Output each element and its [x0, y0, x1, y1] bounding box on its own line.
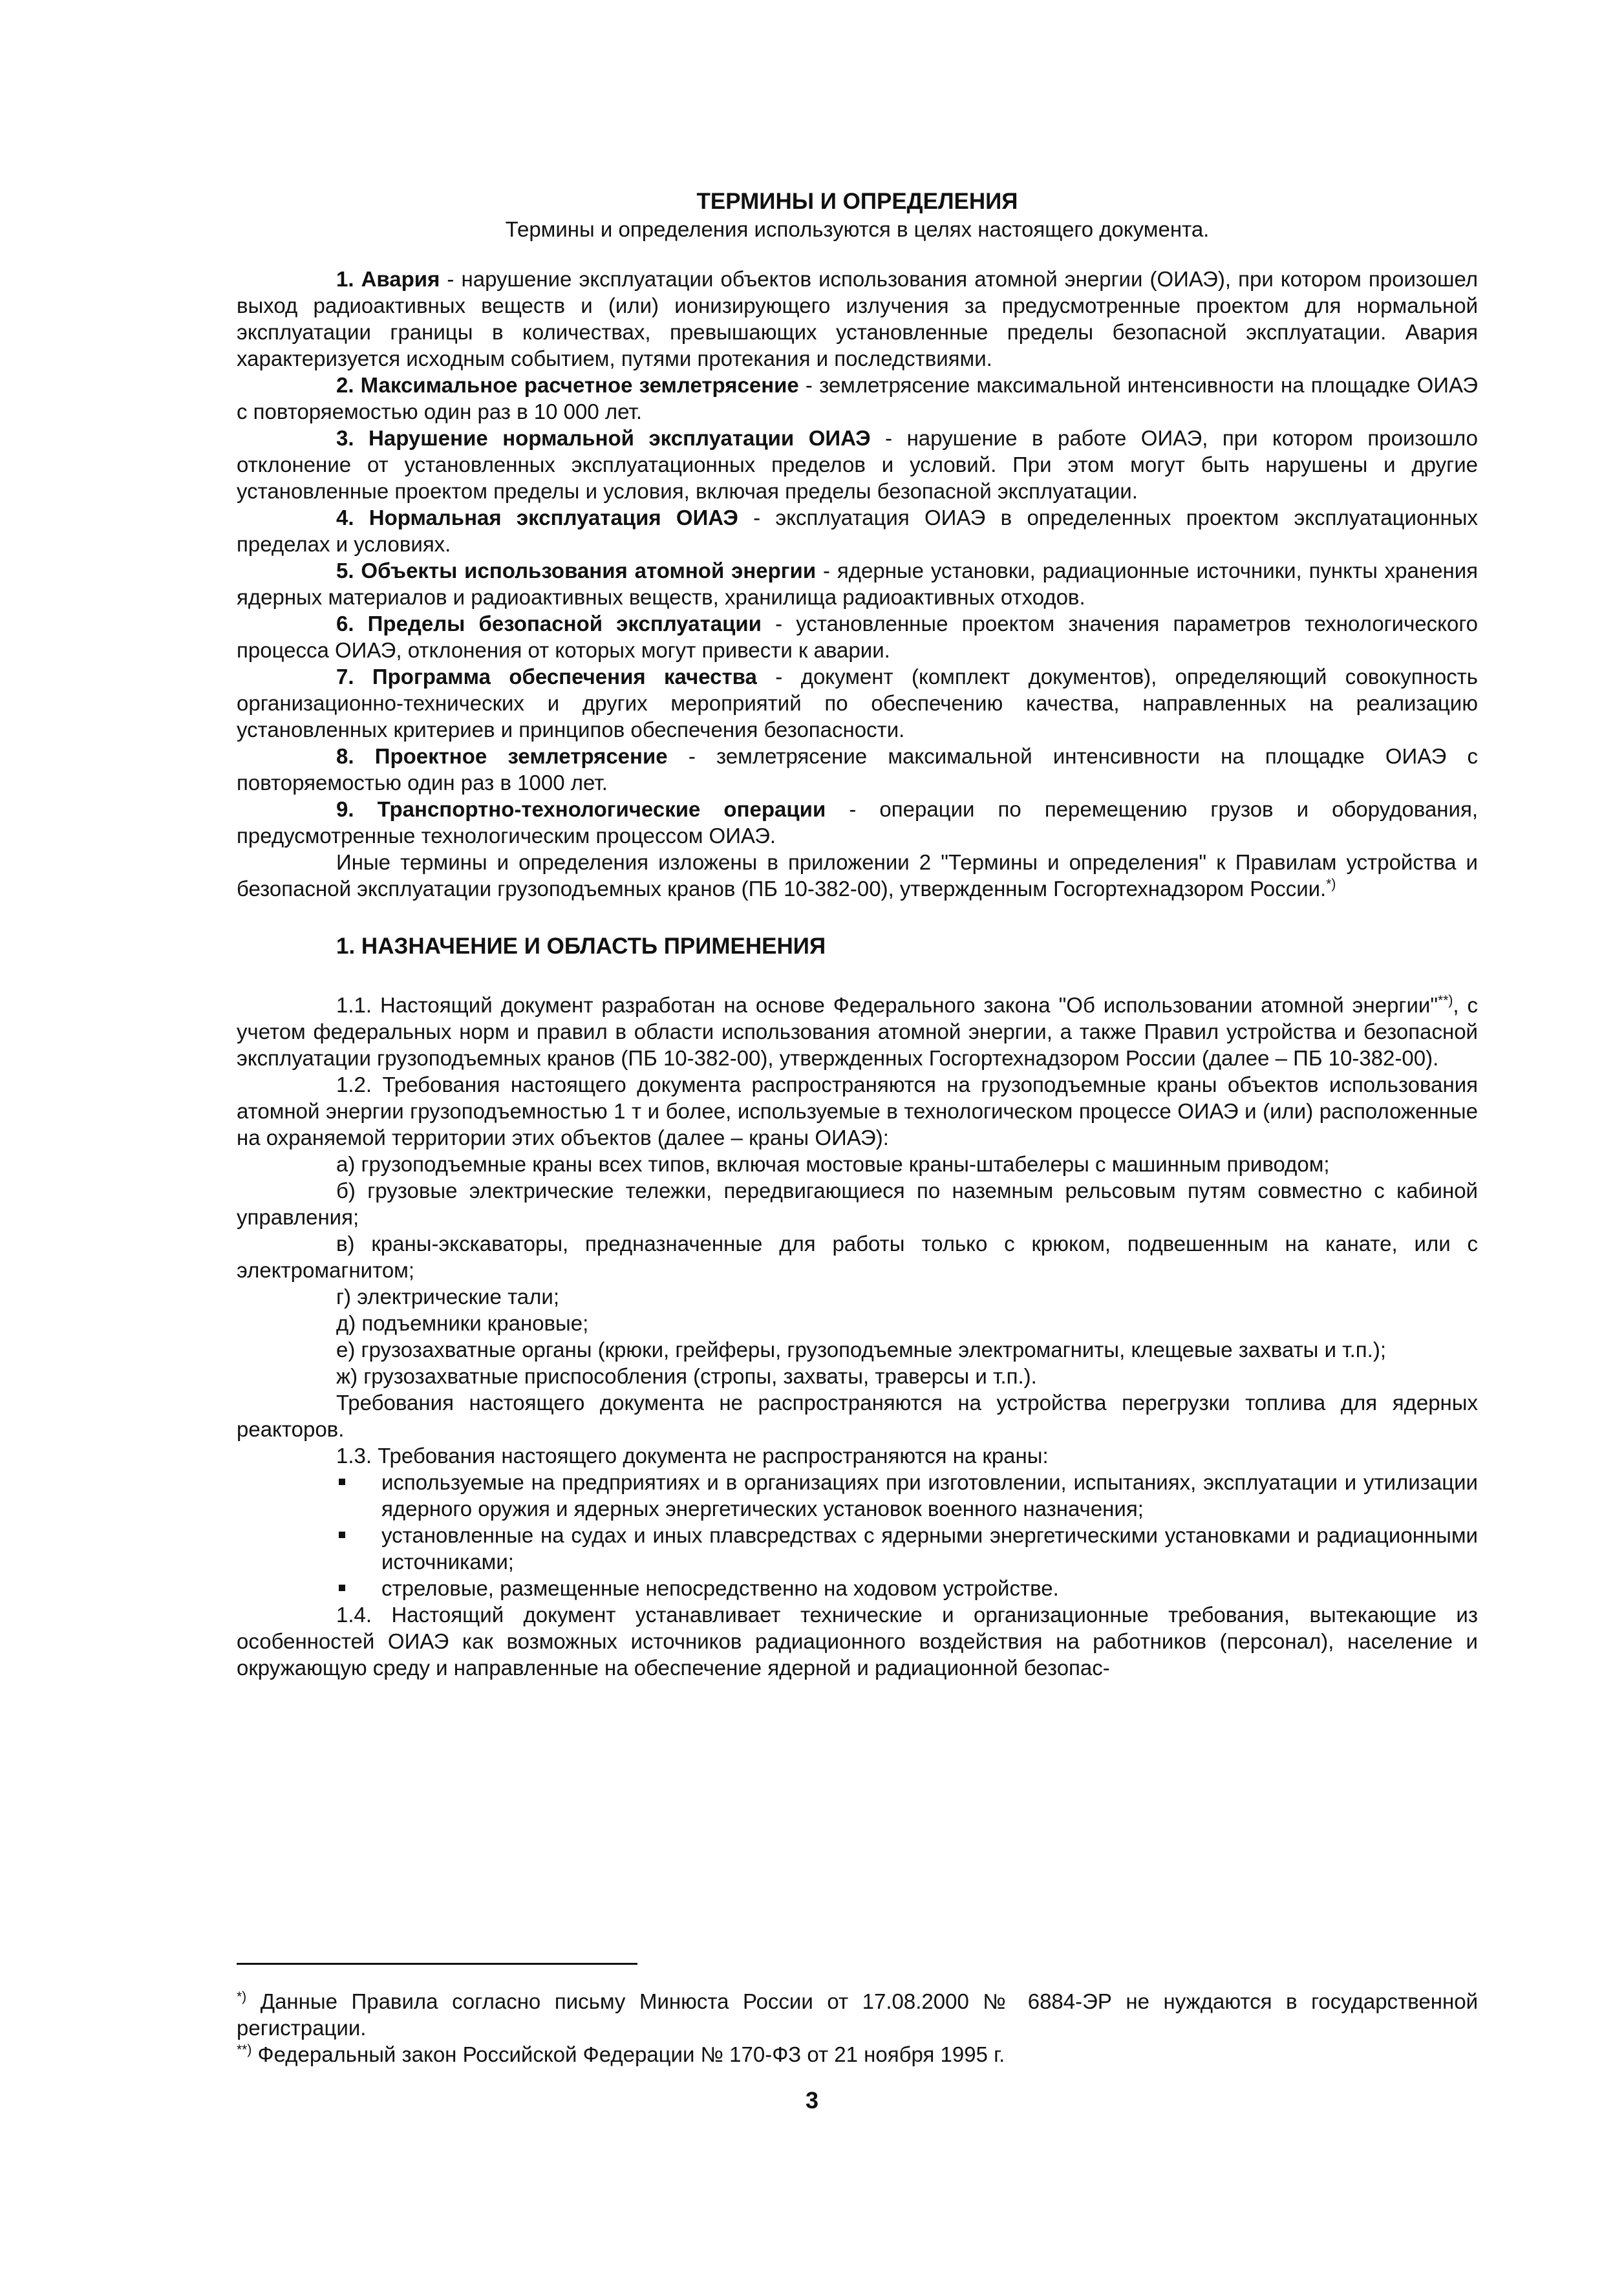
definitions-list [237, 266, 1478, 849]
definition-text: - землетрясение максимальной интенсивности на площадке ОИАЭ с повторяемостью один раз в 1000 лет. [237, 744, 1478, 795]
section-heading: 1. НАЗНАЧЕНИЕ И ОБЛАСТЬ ПРИМЕНЕНИЯ [336, 934, 826, 959]
definition-text: - землетрясение максимальной интенсивности на площадке ОИАЭ с повторяемостью один раз в 10 000 лет. [237, 373, 1478, 423]
list-item: е) грузозахватные органы (крюки, грейферы, грузоподъемные электромагниты, клещевые захваты и т.п.); [336, 1338, 1386, 1362]
definition-item [237, 425, 1478, 504]
definition-term: 1. Авария [336, 267, 440, 291]
footnote-text: Данные Правила согласно письму Минюста России от 17.08.2000 № 6884-ЭР не нуждаются в государственной регистрации. [237, 1989, 1478, 2040]
definition-item [237, 743, 1478, 796]
definition-text: - ядерные установки, радиационные источники, пункты хранения ядерных материалов и радиоактивных веществ, хранилища радиоактивных отходов. [237, 559, 1478, 609]
definition-text: - эксплуатация ОИАЭ в определенных проектом эксплуатационных пределах и условиях. [237, 506, 1479, 556]
bullet-icon [339, 1479, 345, 1485]
section-paragraph: 1.3. Требования настоящего документа не распространяются на краны: [336, 1444, 1049, 1468]
definition-item [237, 610, 1478, 663]
definition-term: 5. Объекты использования атомной энергии [336, 559, 817, 583]
list-item: в) краны-экскаваторы, предназначенные для работы только с крюком, подвешенным на канате, или с электромагнитом; [237, 1232, 1478, 1282]
definition-term: 2. Максимальное расчетное землетрясение [336, 373, 799, 397]
definition-term: 7. Программа обеспечения качества [336, 665, 757, 689]
footnote [237, 1988, 1478, 2041]
footnote-text: Федеральный закон Российской Федерации № 170-ФЗ от 21 ноября 1995 г. [251, 2042, 1005, 2066]
page-title: ТЕРМИНЫ И ОПРЕДЕЛЕНИЯ [696, 189, 1018, 214]
other-terms-text: Иные термины и определения изложены в приложении 2 "Термины и определения" к Правилам устройства и безопасной эксплуатации грузоподъемных кранов (ПБ 10-382-00), утвержденным Госгортехнадзором России. [237, 850, 1478, 901]
crane-types-list [237, 1151, 1478, 1389]
paragraph-text: 1.1. Настоящий документ разработан на основе Федерального закона "Об использовании атомной энергии" [336, 993, 1438, 1017]
list-item: б) грузовые электрические тележки, передвигающиеся по наземным рельсовым путям совместно с кабиной управления; [237, 1179, 1478, 1229]
footnote-ref[interactable]: *) [1326, 877, 1336, 892]
bullet-item [237, 1575, 1478, 1601]
definition-text: - установленные проектом значения параметров технологического процесса ОИАЭ, отклонения от которых могут привести к аварии. [237, 612, 1478, 662]
definition-item [237, 796, 1478, 849]
section-paragraph [237, 992, 1478, 1071]
section-paragraph: Требования настоящего документа не распространяются на устройства перегрузки топлива для ядерных реакторов. [237, 1391, 1478, 1441]
definition-text: - нарушение эксплуатации объектов использования атомной энергии (ОИАЭ), при котором произошел выход радиоактивных веществ и (или) ионизирующего излучения за предусмотренные проектом для нормальной эксплуатации границы в количествах, превышающих установленные пределы безопасной эксплуатации. Авария характеризуется исходным событием, путями протекания и последствиями. [237, 267, 1478, 370]
exclusions-list [237, 1469, 1478, 1601]
footnote-divider [237, 1963, 637, 1965]
definition-term: 4. Нормальная эксплуатация ОИАЭ [336, 506, 738, 530]
footnote-mark: *) [237, 1989, 247, 2004]
definition-term: 3. Нарушение нормальной эксплуатации ОИАЭ [336, 426, 871, 450]
definition-text: - нарушение в работе ОИАЭ, при котором произошло отклонение от установленных эксплуатационных пределов и условий. При этом могут быть нарушены и другие установленные проектом пределы и условия, включая пределы безопасной эксплуатации. [237, 426, 1478, 503]
list-item: д) подъемники крановые; [336, 1311, 589, 1335]
definition-item [237, 372, 1478, 425]
paragraph-text: , с учетом федеральных норм и правил в области использования атомной энергии, а также Правил устройства и безопасной эксплуатации грузоподъемных кранов (ПБ 10-382-00), утвержденных Госгортехнадзором России (далее – ПБ 10-382-00). [237, 993, 1478, 1070]
definition-term: 9. Транспортно-технологические операции [336, 797, 826, 821]
footnote-mark: **) [237, 2042, 252, 2057]
list-item: г) электрические тали; [336, 1285, 560, 1309]
footnote [237, 2041, 1478, 2068]
definition-term: 8. Проектное землетрясение [336, 744, 668, 768]
bullet-item [237, 1469, 1478, 1522]
definition-text: - документ (комплект документов), определяющий совокупность организационно-технических и других мероприятий по обеспечению качества, направленных на реализацию установленных критериев и принципов обеспечения безопасности. [237, 665, 1478, 742]
other-terms-paragraph [237, 849, 1478, 902]
page-subtitle: Термины и определения используются в целях настоящего документа. [505, 217, 1210, 241]
bullet-item [237, 1522, 1478, 1575]
bullet-icon [339, 1532, 345, 1538]
section-paragraph: 1.4. Настоящий документ устанавливает технические и организационные требования, вытекающие из особенностей ОИАЭ как возможных источников радиационного воздействия на работников (персонал), население и окружающую среду и направленные на обеспечение ядерной и радиационной безопас- [237, 1603, 1478, 1680]
definition-item [237, 504, 1478, 557]
bullet-text: стреловые, размещенные непосредственно на ходовом устройстве. [381, 1576, 1059, 1600]
bullet-text: используемые на предприятиях и в организациях при изготовлении, испытаниях, эксплуатации и утилизации ядерного оружия и ядерных энергетических установок военного назначения; [381, 1470, 1478, 1521]
footnotes [237, 1963, 1478, 2068]
footnote-ref[interactable]: **) [1438, 993, 1453, 1008]
document-body [237, 187, 1478, 1681]
section-paragraph: 1.2. Требования настоящего документа распространяются на грузоподъемные краны объектов использования атомной энергии грузоподъемностью 1 т и более, используемые в технологическом процессе ОИАЭ и (или) расположенные на охраняемой территории этих объектов (далее – краны ОИАЭ): [237, 1073, 1478, 1150]
bullet-text: установленные на судах и иных плавсредствах с ядерными энергетическими установками и радиационными источниками; [381, 1523, 1478, 1574]
definition-item [237, 663, 1478, 743]
list-item: а) грузоподъемные краны всех типов, включая мостовые краны-штабелеры с машинным приводом; [336, 1152, 1330, 1176]
definition-text: - операции по перемещению грузов и оборудования, предусмотренные технологическим процессом ОИАЭ. [237, 797, 1478, 848]
page-number: 3 [805, 2087, 819, 2113]
bullet-icon [339, 1585, 345, 1591]
definition-item [237, 557, 1478, 610]
definition-item [237, 266, 1478, 372]
list-item: ж) грузозахватные приспособления (стропы, захваты, траверсы и т.п.). [336, 1364, 1037, 1388]
definition-term: 6. Пределы безопасной эксплуатации [336, 612, 762, 636]
